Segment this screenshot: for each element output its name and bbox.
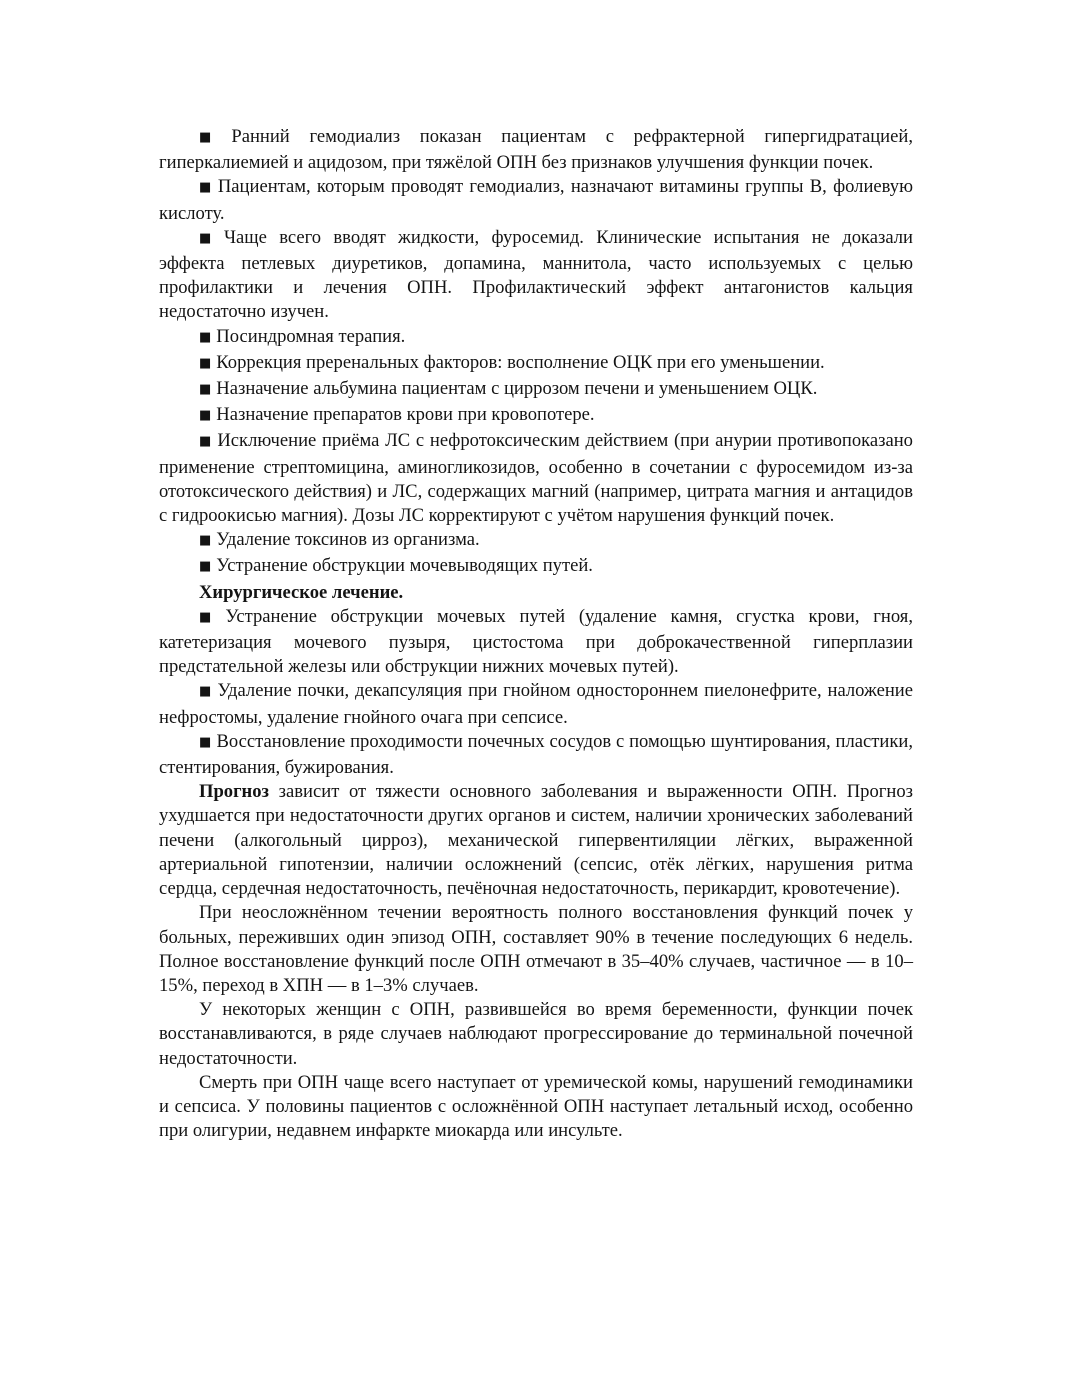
paragraph-text: Исключение приёма ЛС с нефротоксическим действием (при анурии противопоказано применение стрептомицина, аминогликозидов, особенно в сочетании с фуросемидом из-за ототоксического действия) и ЛС, содержащих магний (например, цитрата магния и антацидов с гидроокисью магния). Дозы ЛС корректируют с учётом нарушения функций почек. <box>159 430 913 527</box>
bullet-square-icon: ■ <box>199 355 212 371</box>
paragraph-text: Устранение обструкции мочевых путей (удаление камня, сгустка крови, гноя, катетеризация мочевого пузыря, цистостома при доброкачественной гиперплазии предстательной железы или обструкции нижних мочевых путей). <box>159 605 913 678</box>
bullet-square-icon: ■ <box>199 230 219 246</box>
paragraph-text: Удаление почки, декапсуляция при гнойном одностороннем пиелонефрите, наложение нефростомы, удаление гнойного очага при сепсисе. <box>159 680 913 728</box>
bullet-square-icon: ■ <box>199 180 213 196</box>
bullet-square-icon: ■ <box>199 329 212 345</box>
document-page <box>159 125 913 1143</box>
bullet-square-icon: ■ <box>199 382 212 398</box>
prognosis-paragraph <box>159 780 913 901</box>
bullet-paragraph <box>159 605 913 680</box>
paragraph-text: Восстановление проходимости почечных сосудов с помощью шунтирования, пластики, стентирования, бужирования. <box>159 730 913 779</box>
section-heading: Хирургическое лечение. <box>199 581 404 603</box>
prognosis-lead-word: Прогноз <box>199 781 270 803</box>
body-paragraph: У некоторых женщин с ОПН, развившейся во время беременности, функции почек восстанавливаются, в ряде случаев наблюдают прогрессирование до терминальной почечной недостаточности. <box>159 999 913 1069</box>
bullet-paragraph <box>159 175 913 225</box>
paragraph-text: Ранний гемодиализ показан пациентам с рефрактерной гипергидратацией, гиперкалиемией и ацидозом, при тяжёлой ОПН без признаков улучшения функции почек. <box>159 126 913 174</box>
bullet-square-icon: ■ <box>199 434 213 450</box>
bullet-paragraph <box>159 679 913 729</box>
bullet-square-icon: ■ <box>199 533 212 549</box>
bullet-square-icon: ■ <box>199 130 227 145</box>
bullet-paragraph <box>159 554 913 580</box>
paragraph-text: Пациентам, которым проводят гемодиализ, назначают витамины группы В, фолиевую кислоту. <box>159 176 913 224</box>
bullet-paragraph <box>159 377 913 403</box>
paragraph-text: Удаление токсинов из организма. <box>216 529 480 551</box>
bullet-paragraph <box>159 125 913 175</box>
bullet-paragraph <box>159 325 913 351</box>
bullet-paragraph <box>159 429 913 528</box>
paragraph-text: Устранение обструкции мочевыводящих путей. <box>216 555 593 577</box>
paragraph-text: Чаще всего вводят жидкости, фуросемид. Клинические испытания не доказали эффекта петлевых диуретиков, допамина, маннитола, часто используемых с целью профилактики и лечения ОПН. Профилактический эффект антагонистов кальция недостаточно изучен. <box>159 226 913 323</box>
bullet-paragraph <box>159 730 913 780</box>
bullet-paragraph <box>159 403 913 429</box>
paragraph-text: Посиндромная терапия. <box>216 325 406 347</box>
bullet-paragraph <box>159 351 913 377</box>
body-paragraph: При неосложнённом течении вероятность полного восстановления функций почек у больных, переживших один эпизод ОПН, составляет 90% в течение последующих 6 недель. Полное восстановление функций после ОПН отмечают в 35–40% случаев, частичное — в 10–15%, переход в ХПН — в 1–3% случаев. <box>159 902 913 996</box>
bullet-square-icon: ■ <box>199 684 213 700</box>
bullet-square-icon: ■ <box>199 734 212 750</box>
paragraph-text: зависит от тяжести основного заболевания и выраженности ОПН. Прогноз ухудшается при недостаточности других органов и систем, наличии хронических заболеваний печени (алкогольный цирроз), механической гипервентиляции лёгких, выраженной артериальной гипотензии, наличии осложнений (сепсис, отёк лёгких, нарушения ритма сердца, сердечная недостаточность, печёночная недостаточность, перикардит, кровотечение). <box>159 781 913 900</box>
bullet-paragraph <box>159 226 913 325</box>
paragraph-text: Коррекция преренальных факторов: восполнение ОЦК при его уменьшении. <box>216 351 825 373</box>
bullet-square-icon: ■ <box>199 408 212 424</box>
body-paragraph: Смерть при ОПН чаще всего наступает от уремической комы, нарушений гемодинамики и сепсиса. У половины пациентов с осложнённой ОПН наступает летальный исход, особенно при олигурии, недавнем инфаркте миокарда или инсульте. <box>159 1071 913 1142</box>
bullet-square-icon: ■ <box>199 559 212 575</box>
paragraph-text: Назначение препаратов крови при кровопотере. <box>216 404 595 426</box>
bullet-square-icon: ■ <box>199 609 221 625</box>
paragraph-text: Назначение альбумина пациентам с циррозом печени и уменьшением ОЦК. <box>216 378 818 400</box>
bullet-paragraph <box>159 528 913 554</box>
